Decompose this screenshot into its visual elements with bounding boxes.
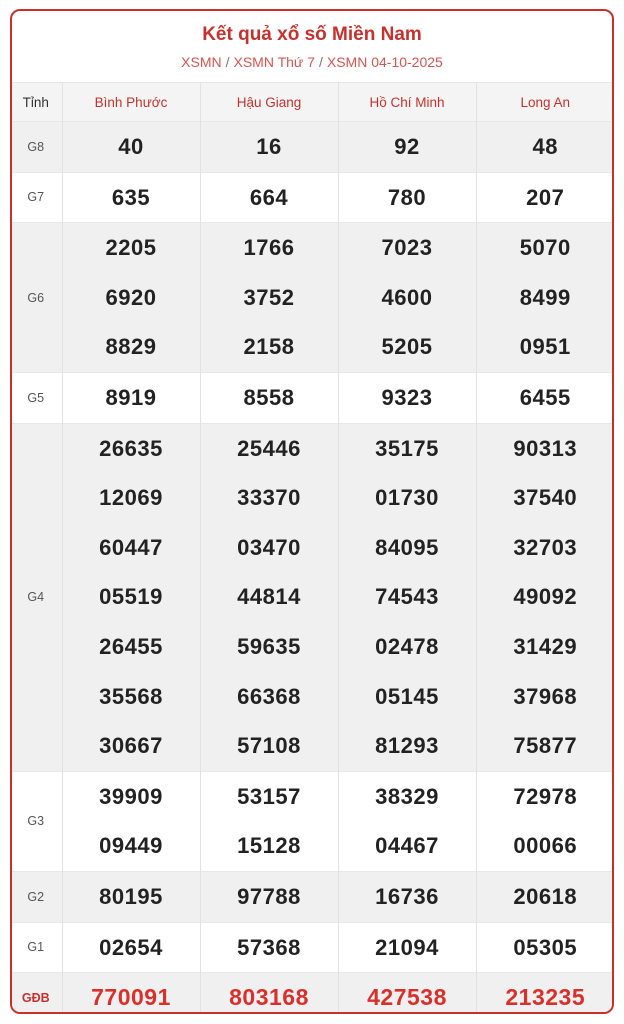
prize-cell [62, 871, 200, 922]
prize-number: 9323 [381, 384, 433, 410]
prize-cell [338, 122, 476, 173]
prize-cell [200, 771, 338, 871]
prize-number: 6920 [105, 284, 157, 310]
special-prize-number: 427538 [367, 984, 447, 1011]
special-prize-number: 213235 [505, 984, 586, 1011]
prize-number: 44814 [237, 584, 301, 610]
prize-number: 39909 [99, 783, 163, 809]
prize-label: G4 [10, 423, 62, 771]
prize-number: 664 [249, 184, 289, 210]
prize-cell [476, 172, 614, 223]
prize-label: GĐB [10, 973, 62, 1014]
prize-cell [476, 973, 614, 1014]
prize-number: 31429 [513, 633, 578, 659]
prize-row [10, 871, 614, 922]
prize-number: 05145 [375, 683, 439, 709]
prize-row [10, 172, 614, 223]
prize-cell [476, 771, 614, 871]
prize-cell [338, 922, 476, 973]
prize-number: 16736 [375, 883, 439, 909]
prize-number: 16 [256, 134, 282, 159]
prize-number: 635 [111, 184, 151, 210]
prize-number: 57368 [237, 934, 301, 960]
prize-row [10, 922, 614, 973]
prize-number: 207 [526, 184, 565, 210]
prize-number: 4600 [381, 284, 433, 310]
prize-number: 81293 [375, 733, 439, 759]
prize-cell [200, 122, 338, 173]
breadcrumb-separator: / [318, 54, 323, 70]
column-header-province[interactable]: Bình Phước [62, 83, 200, 122]
prize-number: 37968 [513, 683, 578, 709]
prize-cell [338, 372, 476, 423]
results-body [10, 122, 614, 1015]
prize-label: G3 [10, 771, 62, 871]
prize-number: 92 [394, 134, 420, 159]
prize-cell [62, 172, 200, 223]
prize-number: 21094 [375, 934, 439, 960]
results-card [10, 9, 614, 1014]
prize-row [10, 223, 614, 373]
breadcrumb-link-xsmn[interactable]: XSMN [181, 54, 222, 70]
prize-number: 6455 [519, 384, 571, 410]
prize-number: 25446 [237, 435, 301, 461]
prize-number: 74543 [375, 584, 439, 610]
prize-number: 40 [118, 134, 144, 159]
prize-cell [338, 771, 476, 871]
prize-cell [62, 922, 200, 973]
prize-cell [476, 122, 614, 173]
prize-row [10, 423, 614, 771]
prize-cell [338, 871, 476, 922]
prize-number: 26635 [99, 435, 163, 461]
column-header-province[interactable]: Hồ Chí Minh [338, 83, 476, 122]
prize-cell [338, 423, 476, 771]
prize-number: 8558 [243, 384, 295, 410]
column-header-province[interactable]: Long An [476, 83, 614, 122]
prize-number: 53157 [237, 783, 301, 809]
prize-number: 33370 [237, 485, 301, 511]
prize-cell [62, 372, 200, 423]
prize-row [10, 771, 614, 871]
prize-cell [476, 423, 614, 771]
prize-number: 30667 [99, 733, 163, 759]
prize-cell [476, 871, 614, 922]
prize-row [10, 973, 614, 1014]
prize-number: 20618 [513, 883, 578, 909]
prize-row [10, 122, 614, 173]
prize-number: 35568 [99, 683, 163, 709]
prize-number: 90313 [513, 435, 578, 461]
prize-number: 84095 [375, 534, 439, 560]
prize-number: 80195 [99, 883, 163, 909]
prize-cell [338, 973, 476, 1014]
prize-number: 26455 [99, 633, 163, 659]
prize-cell [200, 922, 338, 973]
page-title: Kết quả xổ số Miền Nam [202, 24, 422, 45]
prize-cell [338, 172, 476, 223]
prize-number: 35175 [375, 435, 439, 461]
prize-label: G7 [10, 172, 62, 223]
prize-label: G2 [10, 871, 62, 922]
prize-cell [338, 223, 476, 373]
prize-number: 60447 [99, 534, 163, 560]
prize-number: 03470 [237, 534, 301, 560]
prize-cell [200, 172, 338, 223]
prize-cell [62, 122, 200, 173]
prize-number: 38329 [375, 783, 439, 809]
prize-number: 02478 [375, 633, 439, 659]
prize-number: 5070 [519, 235, 571, 261]
prize-number: 3752 [243, 284, 295, 310]
prize-label: G8 [10, 122, 62, 173]
prize-number: 8829 [105, 334, 157, 360]
prize-number: 66368 [237, 683, 301, 709]
prize-number: 12069 [99, 485, 163, 511]
prize-number: 5205 [381, 334, 433, 360]
prize-number: 02654 [99, 934, 163, 960]
prize-number: 04467 [375, 833, 439, 859]
prize-number: 2205 [105, 235, 157, 261]
prize-number: 780 [387, 184, 427, 210]
prize-cell [200, 871, 338, 922]
special-prize-number: 803168 [229, 984, 309, 1011]
prize-label: G6 [10, 223, 62, 373]
prize-number: 75877 [513, 733, 578, 759]
prize-cell [62, 423, 200, 771]
prize-number: 37540 [513, 485, 578, 511]
table-header-row [10, 83, 614, 122]
prize-cell [476, 922, 614, 973]
prize-number: 2158 [243, 334, 295, 360]
prize-number: 00066 [513, 833, 578, 859]
prize-label: G1 [10, 922, 62, 973]
prize-cell [62, 973, 200, 1014]
prize-number: 7023 [381, 235, 433, 261]
column-header-province[interactable]: Hậu Giang [200, 83, 338, 122]
prize-cell [476, 372, 614, 423]
prize-number: 0951 [519, 334, 571, 360]
column-header-province-label: Tỉnh [10, 83, 62, 122]
prize-number: 05305 [513, 934, 578, 960]
prize-number: 8919 [105, 384, 157, 410]
results-header [12, 11, 612, 83]
prize-number: 15128 [237, 833, 301, 859]
prize-number: 32703 [513, 534, 578, 560]
prize-cell [62, 223, 200, 373]
prize-label: G5 [10, 372, 62, 423]
prize-cell [200, 423, 338, 771]
prize-number: 48 [532, 134, 558, 159]
breadcrumb-separator: / [225, 54, 230, 70]
prize-cell [62, 771, 200, 871]
prize-cell [476, 223, 614, 373]
prize-number: 97788 [237, 883, 301, 909]
prize-number: 1766 [243, 235, 295, 261]
prize-cell [200, 372, 338, 423]
breadcrumb-link-xsmn-date[interactable]: XSMN 04-10-2025 [326, 54, 443, 70]
prize-number: 05519 [99, 584, 163, 610]
prize-number: 49092 [513, 584, 578, 610]
breadcrumb-link-xsmn-thu7[interactable]: XSMN Thứ 7 [233, 54, 315, 70]
prize-number: 01730 [375, 485, 439, 511]
prize-number: 59635 [237, 633, 301, 659]
prize-number: 72978 [513, 783, 578, 809]
results-table [10, 83, 614, 1014]
prize-number: 8499 [519, 284, 571, 310]
prize-cell [200, 973, 338, 1014]
prize-number: 09449 [99, 833, 163, 859]
prize-cell [200, 223, 338, 373]
special-prize-number: 770091 [91, 984, 171, 1011]
prize-row [10, 372, 614, 423]
prize-number: 57108 [237, 733, 301, 759]
breadcrumb [12, 53, 612, 71]
